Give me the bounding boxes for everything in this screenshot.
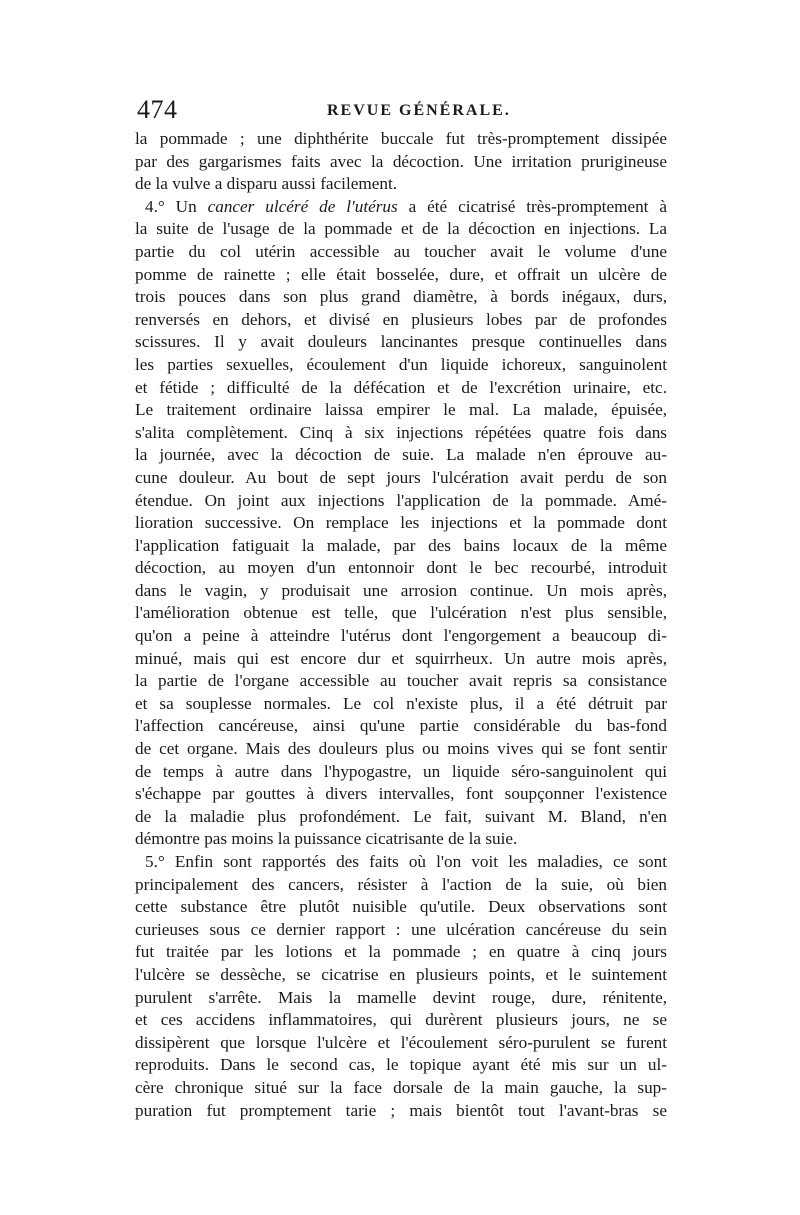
- text-line: [135, 715, 667, 738]
- text-line: [135, 218, 667, 241]
- text-line: [135, 987, 667, 1010]
- text-segment: minué, mais qui est encore dur et squirrheux. Un autre mois après,: [135, 648, 667, 668]
- text-line: [135, 851, 667, 874]
- text-segment: partie du col utérin accessible au toucher avait le volume d'une: [135, 241, 667, 261]
- text-line: [135, 1032, 667, 1055]
- text-line: [135, 444, 667, 467]
- text-segment: trois pouces dans son plus grand diamètre, à bords inégaux, durs,: [135, 287, 667, 307]
- text-line: [135, 1100, 667, 1123]
- text-line: [135, 783, 667, 806]
- text-segment: l'ulcère se dessèche, se cicatrise en plusieurs points, et le suintement: [135, 964, 667, 984]
- text-segment: l'amélioration obtenue est telle, que l'ulcération n'est plus sensible,: [135, 603, 667, 623]
- text-line: [135, 602, 667, 625]
- text-line: [135, 941, 667, 964]
- text-segment: de la maladie plus profondément. Le fait, suivant M. Bland, n'en: [135, 806, 667, 826]
- text-segment: l'application fatiguait la malade, par des bains locaux de la même: [135, 535, 667, 555]
- text-segment: principalement des cancers, résister à l'action de la suie, où bien: [135, 874, 667, 894]
- text-line: [135, 331, 667, 354]
- text-line: [135, 828, 667, 851]
- text-line: [135, 286, 667, 309]
- text-line: [135, 1054, 667, 1077]
- page-header: [137, 95, 663, 125]
- text-segment: pomme de rainette ; elle était bosselée, dure, et offrait un ulcère de: [135, 264, 667, 284]
- text-segment: l'affection cancéreuse, ainsi qu'une partie considérable du bas-fond: [135, 716, 667, 736]
- body-text: [135, 128, 667, 1122]
- text-line: [135, 693, 667, 716]
- text-line: [135, 196, 667, 219]
- text-segment: de cet organe. Mais des douleurs plus ou moins vives qui se font sentir: [135, 739, 667, 759]
- text-segment: a été cicatrisé très-promptement à: [397, 196, 667, 216]
- page-number: 474: [137, 95, 178, 124]
- running-head: REVUE GÉNÉRALE.: [327, 102, 511, 119]
- text-line: [135, 964, 667, 987]
- text-line: [135, 535, 667, 558]
- text-segment: les parties sexuelles, écoulement d'un liquide ichoreux, sanguinolent: [135, 354, 667, 374]
- text-line: [135, 377, 667, 400]
- text-line: [135, 422, 667, 445]
- text-line: [135, 354, 667, 377]
- text-segment: fut traitée par les lotions et la pommade ; en quatre à cinq jours: [135, 942, 667, 962]
- text-line: [135, 648, 667, 671]
- text-segment: s'alita complètement. Cinq à six injections répétées quatre fois dans: [135, 422, 667, 442]
- text-segment: étendue. On joint aux injections l'application de la pommade. Amé-: [135, 490, 667, 510]
- italic-segment: cancer ulcéré de l'utérus: [207, 196, 398, 216]
- text-line: [135, 874, 667, 897]
- text-segment: puration fut promptement tarie ; mais bientôt tout l'avant-bras se: [135, 1100, 667, 1120]
- text-line: [135, 309, 667, 332]
- text-line: [135, 738, 667, 761]
- text-line: [135, 399, 667, 422]
- text-line: [135, 557, 667, 580]
- text-segment: la suite de l'usage de la pommade et de la décoction en injections. La: [135, 219, 667, 239]
- text-line: [135, 761, 667, 784]
- text-line: [135, 1077, 667, 1100]
- text-line: [135, 128, 667, 151]
- text-line: [135, 490, 667, 513]
- text-line: [135, 264, 667, 287]
- text-segment: cune douleur. Au bout de sept jours l'ulcération avait perdu de son: [135, 467, 667, 487]
- text-segment: dissipèrent que lorsque l'ulcère et l'écoulement séro-purulent se furent: [135, 1032, 667, 1052]
- text-segment: et ces accidens inflammatoires, qui durèrent plusieurs jours, ne se: [135, 1010, 667, 1030]
- text-line: [135, 512, 667, 535]
- text-line: [135, 580, 667, 603]
- text-line: [135, 896, 667, 919]
- text-segment: 4.° Un: [145, 196, 208, 216]
- text-segment: la pommade ; une diphthérite buccale fut très-promptement dissipée: [135, 129, 667, 148]
- text-line: [135, 806, 667, 829]
- text-line: [135, 467, 667, 490]
- text-segment: la journée, avec la décoction de suie. La malade n'en éprouve au-: [135, 445, 667, 465]
- text-segment: et sa souplesse normales. Le col n'existe plus, il a été détruit par: [135, 693, 667, 713]
- text-segment: qu'on a peine à atteindre l'utérus dont l'engorgement a beaucoup di-: [135, 626, 667, 646]
- text-segment: la partie de l'organe accessible au toucher avait repris sa consistance: [135, 671, 667, 691]
- text-segment: par des gargarismes faits avec la décoction. Une irritation prurigineuse: [135, 151, 667, 171]
- text-segment: dans le vagin, y produisait une arrosion continue. Un mois après,: [135, 580, 667, 600]
- text-segment: 5.° Enfin sont rapportés des faits où l'on voit les maladies, ce sont: [145, 852, 667, 871]
- text-line: [135, 919, 667, 942]
- text-line: [135, 241, 667, 264]
- text-line: [135, 173, 667, 196]
- text-segment: décoction, au moyen d'un entonnoir dont le bec recourbé, introduit: [135, 558, 667, 578]
- text-segment: démontre pas moins la puissance cicatrisante de la suie.: [135, 829, 518, 849]
- text-line: [135, 670, 667, 693]
- text-segment: cère chronique situé sur la face dorsale de la main gauche, la sup-: [135, 1077, 667, 1097]
- text-segment: Le traitement ordinaire laissa empirer le mal. La malade, épuisée,: [135, 400, 667, 420]
- text-segment: cette substance être plutôt nuisible qu'utile. Deux observations sont: [135, 897, 667, 917]
- text-line: [135, 625, 667, 648]
- text-segment: de la vulve a disparu aussi facilement.: [135, 174, 398, 194]
- text-segment: de temps à autre dans l'hypogastre, un liquide séro-sanguinolent qui: [135, 761, 667, 781]
- text-segment: purulent s'arrête. Mais la mamelle devint rouge, dure, rénitente,: [135, 987, 667, 1007]
- text-segment: et fétide ; difficulté de la défécation et de l'excrétion urinaire, etc.: [135, 377, 667, 397]
- text-segment: s'échappe par gouttes à divers intervalles, font soupçonner l'existence: [135, 784, 667, 804]
- text-line: [135, 1009, 667, 1032]
- text-segment: lioration successive. On remplace les injections et la pommade dont: [135, 513, 667, 533]
- text-segment: scissures. Il y avait douleurs lancinantes presque continuelles dans: [135, 332, 667, 352]
- text-segment: curieuses sous ce dernier rapport : une ulcération cancéreuse du sein: [135, 919, 667, 939]
- text-line: [135, 151, 667, 174]
- text-segment: renversés en dehors, et divisé en plusieurs lobes par de profondes: [135, 309, 667, 329]
- text-segment: reproduits. Dans le second cas, le topique ayant été mis sur un ul-: [135, 1055, 667, 1075]
